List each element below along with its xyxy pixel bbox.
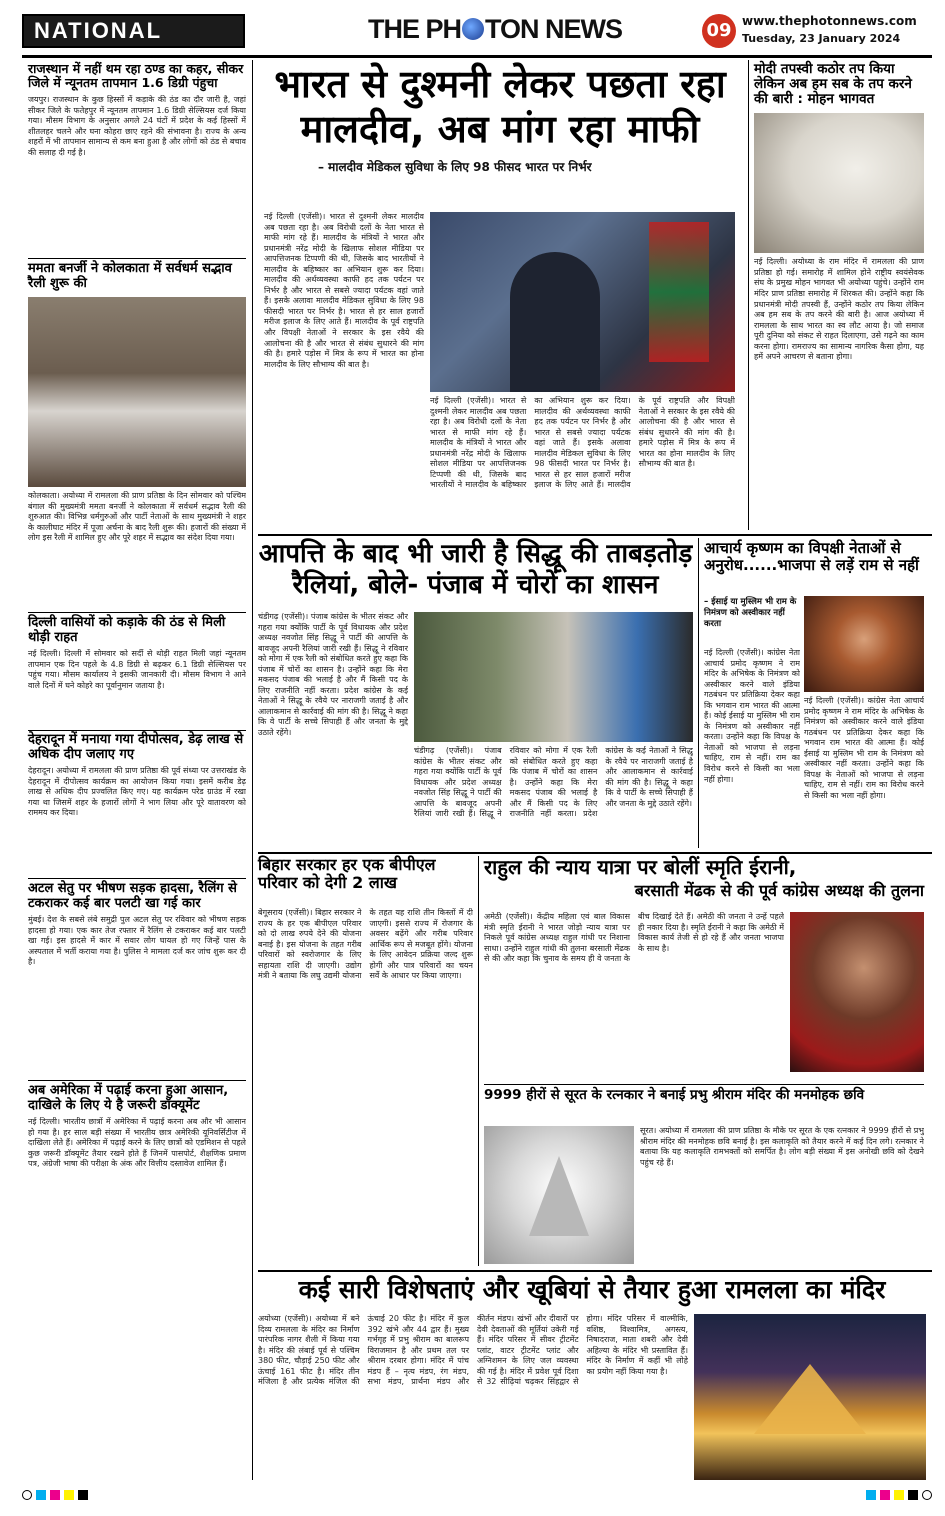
krishnam-body xyxy=(704,648,800,844)
cyan-swatch xyxy=(36,1490,46,1500)
rally-photo xyxy=(28,297,246,487)
subheadline: – ईसाई या मुस्लिम भी राम के निमंत्रण को अस्वीकार नहीं करता xyxy=(704,597,797,629)
section-label xyxy=(22,14,245,48)
paper-logo[interactable] xyxy=(368,14,698,48)
lead-story-maldives xyxy=(258,62,742,532)
temple-body xyxy=(258,1314,688,1480)
article-body: नई दिल्ली (एजेंसी)। कांग्रेस नेता आचार्य प्रमोद कृष्णम ने राम मंदिर के अभिषेक के निमंत्रण को अस्वीकार करने वाले इंडिया गठबंधन पर प्रतिक्रिया देकर कहा कि भगवान राम भारत की आत्मा हैं। कोई ईसाई या मुस्लिम भी राम के निमंत्रण को अस्वीकार नहीं करता। उन्होंने कहा कि विपक्ष के नेताओं को भाजपा से लड़ना चाहिए, राम से नहीं। राम का विरोध करने से किसी का भला नहीं होगा। xyxy=(704,648,800,784)
masthead xyxy=(0,0,945,58)
smriti-body xyxy=(484,912,784,1080)
headline: बिहार सरकार हर एक बीपीएल परिवार को देगी 2 लाख xyxy=(258,855,436,892)
divider xyxy=(28,1080,246,1081)
article-delhi-cold xyxy=(28,616,246,729)
article-body: सूरत। अयोध्या में रामलला की प्राण प्रतिष्ठा के मौके पर सूरत के एक रत्नकार ने 9999 हीरों से प्रभु श्रीराम मंदिर की मनमोहक छवि बनाई है। इस कलाकृति को तैयार करने में कई दिन लगे। रत्नकार ने बताया कि यह कलाकृति रामभक्तों को समर्पित है। लोग बड़ी संख्या में इस अनोखी छवि को देखने पहुंच रहे हैं। xyxy=(640,1126,924,1167)
article-atal-setu-accident xyxy=(28,882,246,1073)
temple-outline-graphic xyxy=(529,1156,589,1236)
headline: अब अमेरिका में पढ़ाई करना हुआ आसान, दाखिले के लिए ये है जरूरी डॉक्यूमेंट xyxy=(28,1083,229,1113)
article-body: अयोध्या (एजेंसी)। अयोध्या में बने दिव्य रामलला के मंदिर का निर्माण पारंपरिक नागर शैली में किया गया है। मंदिर की लंबाई पूर्व से पश्चिम 380 फीट, चौड़ाई 250 फीट और ऊंचाई 161 फीट है। मंदिर तीन मंजिला है और प्रत्येक मंजिल की ऊंचाई 20 फीट है। मंदिर में कुल 392 खंभे और 44 द्वार हैं। मुख्य गर्भगृह में प्रभु श्रीराम का बालरूप विराजमान है और प्रथम तल पर श्रीराम दरबार होगा। मंदिर में पांच मंडप हैं – नृत्य मंडप, रंग मंडप, सभा मंडप, प्रार्थना मंडप और कीर्तन मंडप। खंभों और दीवारों पर देवी देवताओं की मूर्तियां उकेरी गई हैं। मंदिर परिसर में सीवर ट्रीटमेंट प्लांट, वाटर ट्रीटमेंट प्लांट और अग्निशमन के लिए जल व्यवस्था की गई है। मंदिर में प्रवेश पूर्व दिशा से 32 सीढ़ियां चढ़कर सिंहद्वार से होगा। मंदिर परिसर में वाल्मीकि, वशिष्ठ, विश्वामित्र, अगस्त्य, निषादराज, माता शबरी और देवी अहिल्या के मंदिर भी प्रस्तावित हैं। मंदिर के निर्माण में कहीं भी लोहे का प्रयोग नहीं किया गया है। xyxy=(258,1314,688,1387)
bihar-body xyxy=(258,908,473,1258)
article-mamata-rally xyxy=(28,262,246,606)
registration-mark-icon xyxy=(22,1490,32,1500)
headline-line2: रैलियां, बोले- पंजाब में चोरों का शासन xyxy=(292,570,659,601)
yellow-swatch xyxy=(894,1490,904,1500)
lead-headline-line1: भारत से दुश्मनी लेकर पछता रहा xyxy=(274,62,726,106)
issue-date: Tuesday, 23 January 2024 xyxy=(742,32,901,45)
article-body: जयपुर। राजस्थान के कुछ हिस्सों में कड़ाके की ठंड का दौर जारी है, जहां सीकर जिले के फतेहपुर में न्यूनतम तापमान 1.6 डिग्री सेल्सियस दर्ज किया गया। मौसम विभाग के अनुसार अगले 24 घंटों में प्रदेश के कई हिस्सों में शीतलहर चलने और घना कोहरा छाए रहने की संभावना है। राज्य के अन्य शहरों में भी तापमान सामान्य से कम बना हुआ है और लोगों को ठंड से बचाव की सलाह दी गई है। xyxy=(28,95,246,157)
headline: मोदी तपस्वी कठोर तप किया लेकिन अब हम सब के तप करने की बारी : मोहन भागवत xyxy=(754,61,912,108)
article-krishnam xyxy=(704,540,924,848)
acharya-krishnam-photo xyxy=(804,596,924,692)
headline: देहरादून में मनाया गया दीपोत्सव, डेढ़ लाख से अधिक दीप जलाए गए xyxy=(28,732,244,762)
headline-line1: आपत्ति के बाद भी जारी है सिद्धू की ताबड़तोड़ xyxy=(258,539,693,569)
headline: 9999 हीरों से सूरत के रत्नकार ने बनाई प्रभु श्रीराम मंदिर की मनमोहक छवि xyxy=(484,1087,865,1103)
magenta-swatch xyxy=(880,1490,890,1500)
magenta-swatch xyxy=(50,1490,60,1500)
section-rule xyxy=(258,534,932,536)
column-divider xyxy=(478,856,479,1266)
divider xyxy=(28,258,246,259)
article-body-continued: नई दिल्ली (एजेंसी)। भारत से दुश्मनी लेकर मालदीव अब पछता रहा है। अब विरोधी दलों के नेता भारत से माफी मांग रहे हैं। मालदीव के मंत्रियों ने भारत और प्रधानमंत्री नरेंद्र मोदी के खिलाफ सोशल मीडिया पर आपत्तिजनक टिप्पणी की थी, जिसके बाद भारतीयों ने मालदीव के बहिष्कार का अभियान शुरू कर दिया। मालदीव की अर्थव्यवस्था काफी हद तक पर्यटन पर निर्भर है और भारत से सबसे ज्यादा पर्यटक वहां जाते हैं। इसके अलावा मालदीव मेडिकल सुविधा के लिए 98 फीसदी भारत पर निर्भर है। भारत से हर साल हजारों मरीज इलाज के लिए आते हैं। मालदीव के पूर्व राष्ट्रपति और विपक्षी नेताओं ने सरकार के इस रवैये की आलोचना की है और भारत से संबंध सुधारने की मांग की है। हमारे पड़ोस में मित्र के रूप में भारत का होना मालदीव के लिए सौभाग्य की बात है। xyxy=(430,396,735,490)
headline: राजस्थान में नहीं थम रहा ठण्ड का कहर, सीकर जिले में न्यूनतम तापमान 1.6 डिग्री पंहुचा xyxy=(28,61,244,90)
article-body: चंडीगढ़ (एजेंसी)। पंजाब कांग्रेस के भीतर संकट और गहरा गया क्योंकि पार्टी के पूर्व विधायक और प्रदेश अध्यक्ष नवजोत सिंह सिद्धू ने पार्टी की आपत्ति के बावजूद अपनी रैलियां जारी रखी हैं। सिद्धू ने रविवार को मोगा में एक रैली को संबोधित करते हुए कहा कि पंजाब में चोरों का शासन है। उन्होंने कहा कि मेरा मकसद पंजाब की भलाई है और मैं किसी पद के लिए राजनीति नहीं करता। प्रदेश कांग्रेस के कई नेताओं ने सिद्धू के रवैये पर नाराजगी जताई है और आलाकमान से कार्रवाई की मांग की है। सिद्धू ने कहा कि वे पार्टी के सच्चे सिपाही हैं और जनता के मुद्दे उठाते रहेंगे। xyxy=(258,612,408,738)
page-number-badge xyxy=(702,14,736,48)
article-body: नई दिल्ली। दिल्ली में सोमवार को सर्दी से थोड़ी राहत मिली जहां न्यूनतम तापमान एक दिन पहले के 4.8 डिग्री से बढ़कर 6.1 डिग्री सेल्सियस पर पहुंच गया। मौसम कार्यालय ने इसकी जानकारी दी। मौसम विभाग ने आने वाले दिनों में घने कोहरे का पूर्वानुमान जताया है। xyxy=(28,649,246,690)
article-body: नई दिल्ली। भारतीय छात्रों में अमेरिका में पढ़ाई करना अब और भी आसान हो गया है। हर साल बड़ी संख्या में भारतीय छात्र अमेरिकी यूनिवर्सिटीज में दाखिला लेते हैं। अमेरिका में पढ़ाई करने के लिए छात्रों को एडमिशन से पहले कुछ जरूरी डॉक्यूमेंट तैयार रखने होते हैं जिनमें पासपोर्ट, शैक्षणिक प्रमाण पत्र, अंग्रेजी भाषा की परीक्षा के अंक और वित्तीय दस्तावेज शामिल हैं। xyxy=(28,1117,246,1169)
black-swatch xyxy=(908,1490,918,1500)
article-body: नई दिल्ली (एजेंसी)। भारत से दुश्मनी लेकर मालदीव अब पछता रहा है। अब विरोधी दलों के नेता भारत से माफी मांग रहे हैं। मालदीव के मंत्रियों ने भारत और प्रधानमंत्री नरेंद्र मोदी के खिलाफ सोशल मीडिया पर आपत्तिजनक टिप्पणी की थी, जिसके बाद भारतीयों ने मालदीव के बहिष्कार का अभियान शुरू कर दिया। मालदीव की अर्थव्यवस्था काफी हद तक पर्यटन पर निर्भर है और भारत से सबसे ज्यादा पर्यटक वहां जाते हैं। इसके अलावा मालदीव मेडिकल सुविधा के लिए 98 फीसदी भारत पर निर्भर है। भारत से हर साल हजारों मरीज इलाज के लिए आते हैं। मालदीव के पूर्व राष्ट्रपति और विपक्षी नेताओं ने सरकार के इस रवैये की आलोचना की है और भारत से संबंध सुधारने की मांग की है। हमारे पड़ोस में मित्र के रूप में भारत का होना मालदीव के लिए सौभाग्य की बात है। xyxy=(264,212,424,369)
lead-body-bottom xyxy=(430,396,735,530)
headline: दिल्ली वासियों को कड़ाके की ठंड से मिली थोड़ी राहत xyxy=(28,615,226,645)
photon-globe-icon xyxy=(462,18,484,40)
section-rule xyxy=(258,1270,932,1272)
article-dehradun-deepotsav xyxy=(28,733,246,874)
headline: आचार्य कृष्णम का विपक्षी नेताओं से अनुरोध......भाजपा से लड़ें राम से नहीं xyxy=(704,539,919,574)
article-bihar xyxy=(258,856,473,1266)
krishnam-body-right xyxy=(804,696,924,844)
paper-name-part1: THE PH xyxy=(368,14,462,44)
column-divider-right xyxy=(748,60,749,530)
masthead-rule xyxy=(22,55,932,58)
column-divider-left xyxy=(252,60,253,1480)
article-diamond-art xyxy=(484,1088,924,1266)
article-body-continued: चंडीगढ़ (एजेंसी)। पंजाब कांग्रेस के भीतर संकट और गहरा गया क्योंकि पार्टी के पूर्व विधायक और प्रदेश अध्यक्ष नवजोत सिंह सिद्धू ने पार्टी की आपत्ति के बावजूद अपनी रैलियां जारी रखी हैं। सिद्धू ने रविवार को मोगा में एक रैली को संबोधित करते हुए कहा कि पंजाब में चोरों का शासन है। उन्होंने कहा कि मेरा मकसद पंजाब की भलाई है और मैं किसी पद के लिए राजनीति नहीं करता। प्रदेश कांग्रेस के कई नेताओं ने सिद्धू के रवैये पर नाराजगी जताई है और आलाकमान से कार्रवाई की मांग की है। सिद्धू ने कहा कि वे पार्टी के सच्चे सिपाही हैं और जनता के मुद्दे उठाते रहेंगे। xyxy=(414,746,693,819)
paper-name-part2: TON NEWS xyxy=(485,14,623,44)
article-body: नई दिल्ली। अयोध्या के राम मंदिर में रामलला की प्राण प्रतिष्ठा हो गई। समारोह में शामिल होने राष्ट्रीय स्वयंसेवक संघ के प्रमुख मोहन भागवत भी अयोध्या पहुंचे। उन्होंने राम मंदिर प्राण प्रतिष्ठा समारोह में शिरकत की। उन्होंने कहा कि प्रधानमंत्री मोदी तपस्वी हैं, उन्होंने कठोर तप किया लेकिन अब हम सब के तप करने की बारी है। आज अयोध्या में रामलला के साथ भारत का स्व लौट आया है। जो समाज पूरी दुनिया को संकट से राहत दिलाएगा, उसे गढ़ने का काम करना होगा। रामराज्य का सामान्य नागरिक कैसा होगा, यह हमें अपने आचरण से बताना होगा। xyxy=(754,257,924,362)
cyan-swatch xyxy=(866,1490,876,1500)
divider xyxy=(28,612,246,613)
krishnam-subhead-wrap xyxy=(704,596,800,629)
divider xyxy=(28,730,246,731)
headline: ममता बनर्जी ने कोलकाता में सर्वधर्म सद्भाव रैली शुरू की xyxy=(28,261,232,291)
color-registration-bar xyxy=(22,1488,932,1502)
ram-temple-night-photo xyxy=(694,1314,926,1480)
black-swatch xyxy=(78,1490,88,1500)
article-body: कोलकाता। अयोध्या में रामलला की प्राण प्रतिष्ठा के दिन सोमवार को पश्चिम बंगाल की मुख्यमंत्री ममता बनर्जी ने कोलकाता में सर्वधर्म सद्भाव रैली की शुरुआत की। विभिन्न धर्मगुरुओं और पार्टी नेताओं के साथ मुख्यमंत्री ने शहर के कालीघाट मंदिर में पूजा अर्चना के बाद रैली शुरू की। हजारों की संख्या में लोग इस रैली में शामिल हुए और पूरे शहर में सद्भाव का संदेश दिया गया। xyxy=(28,491,246,543)
section-title: NATIONAL xyxy=(34,18,163,43)
divider xyxy=(28,878,246,879)
website-link[interactable]: www.thephotonnews.com xyxy=(742,14,917,28)
sidhu-body-right xyxy=(414,746,693,842)
smriti-irani-photo xyxy=(790,912,924,1072)
divider xyxy=(484,1084,924,1085)
headline-line2: बरसाती मेंढक से की पूर्व कांग्रेस अध्यक्ष की तुलना xyxy=(634,881,924,901)
sidhu-photo xyxy=(414,612,693,742)
article-body: बेगूसराय (एजेंसी)। बिहार सरकार ने राज्य के हर एक बीपीएल परिवार को दो लाख रुपये देने की योजना बनाई है। इस योजना के तहत गरीब परिवारों को स्वरोजगार के लिए सहायता राशि दी जाएगी। उद्योग मंत्री ने बताया कि लघु उद्यमी योजना के तहत यह राशि तीन किस्तों में दी जाएगी। इससे राज्य में रोजगार के अवसर बढ़ेंगे और गरीब परिवार आर्थिक रूप से मजबूत होंगे। योजना के लिए आवेदन प्रक्रिया जल्द शुरू होगी और पात्र परिवारों का चयन सर्वे के आधार पर किया जाएगा। xyxy=(258,908,473,981)
article-body-continued: नई दिल्ली (एजेंसी)। कांग्रेस नेता आचार्य प्रमोद कृष्णम ने राम मंदिर के अभिषेक के निमंत्रण को अस्वीकार करने वाले इंडिया गठबंधन पर प्रतिक्रिया देकर कहा कि भगवान राम भारत की आत्मा हैं। कोई ईसाई या मुस्लिम भी राम के निमंत्रण को अस्वीकार नहीं करता। उन्होंने कहा कि विपक्ष के नेताओं को भाजपा से लड़ना चाहिए, राम से नहीं। राम का विरोध करने से किसी का भला नहीं होगा। xyxy=(804,696,924,800)
article-sidhu xyxy=(258,540,693,848)
sidhu-body-left xyxy=(258,612,408,842)
article-smriti-irani xyxy=(484,856,924,1081)
headline: अटल सेतु पर भीषण सड़क हादसा, रैलिंग से टकराकर कई बार पलटी खा गई कार xyxy=(28,881,237,911)
diamond-body xyxy=(640,1126,924,1264)
column-divider xyxy=(698,538,699,848)
diamond-temple-artwork xyxy=(484,1126,634,1264)
section-rule xyxy=(258,852,932,854)
article-rajasthan-cold xyxy=(28,62,246,219)
article-body: अमेठी (एजेंसी)। केंद्रीय महिला एवं बाल विकास मंत्री स्मृति ईरानी ने भारत जोड़ो न्याय यात्रा पर निकले पूर्व कांग्रेस अध्यक्ष राहुल गांधी पर निशाना साधा। उन्होंने राहुल गांधी की तुलना बरसाती मेंढक से की और कहा कि चुनाव के समय ही वे जनता के बीच दिखाई देते हैं। अमेठी की जनता ने उन्हें पहले ही नकार दिया है। स्मृति ईरानी ने कहा कि अमेठी में विकास कार्य तेजी से हो रहे हैं और जनता भाजपा के साथ है। xyxy=(484,912,784,964)
headline: कई सारी विशेषताएं और खूबियां से तैयार हुआ रामलला का मंदिर xyxy=(298,1275,886,1304)
article-body: देहरादून। अयोध्या में रामलला की प्राण प्रतिष्ठा की पूर्व संध्या पर उत्तराखंड के देहरादून में दीपोत्सव कार्यक्रम का आयोजन किया गया। इसमें करीब डेढ़ लाख से अधिक दीप प्रज्वलित किए गए। यह कार्यक्रम परेड ग्राउंड में रखा गया था जिसमें शहर के हजारों लोगों ने भाग लिया और पूरे वातावरण को राममय कर दिया। xyxy=(28,766,246,818)
registration-mark-icon xyxy=(922,1490,932,1500)
maldives-flag-graphic xyxy=(649,222,709,362)
headline-line1: राहुल की न्याय यात्रा पर बोलीं स्मृति ईरानी, xyxy=(484,855,797,879)
article-ram-temple xyxy=(258,1276,926,1481)
lead-body-left xyxy=(264,212,424,530)
article-us-study xyxy=(28,1084,246,1457)
mohan-bhagwat-photo xyxy=(754,113,924,253)
speaker-silhouette xyxy=(510,252,600,392)
yellow-swatch xyxy=(64,1490,74,1500)
temple-silhouette xyxy=(754,1364,866,1434)
lead-headline-line2: मालदीव, अब मांग रहा माफी xyxy=(300,106,700,151)
maldives-president-photo xyxy=(430,212,735,392)
page-number: 09 xyxy=(706,20,732,41)
article-body: मुंबई। देश के सबसे लंबे समुद्री पुल अटल सेतु पर रविवार को भीषण सड़क हादसा हो गया। एक कार तेज रफ्तार में रैलिंग से टकराकर कई बार पलटी खा गई। इस हादसे में कार में सवार लोग घायल हो गए जिन्हें पास के अस्पताल में भर्ती कराया गया है। पुलिस ने मामला दर्ज कर जांच शुरू कर दी है। xyxy=(28,915,246,967)
lead-subheadline: – मालदीव मेडिकल सुविधा के लिए 98 फीसद भारत पर निर्भर xyxy=(318,159,592,174)
article-bhagwat xyxy=(754,62,924,521)
